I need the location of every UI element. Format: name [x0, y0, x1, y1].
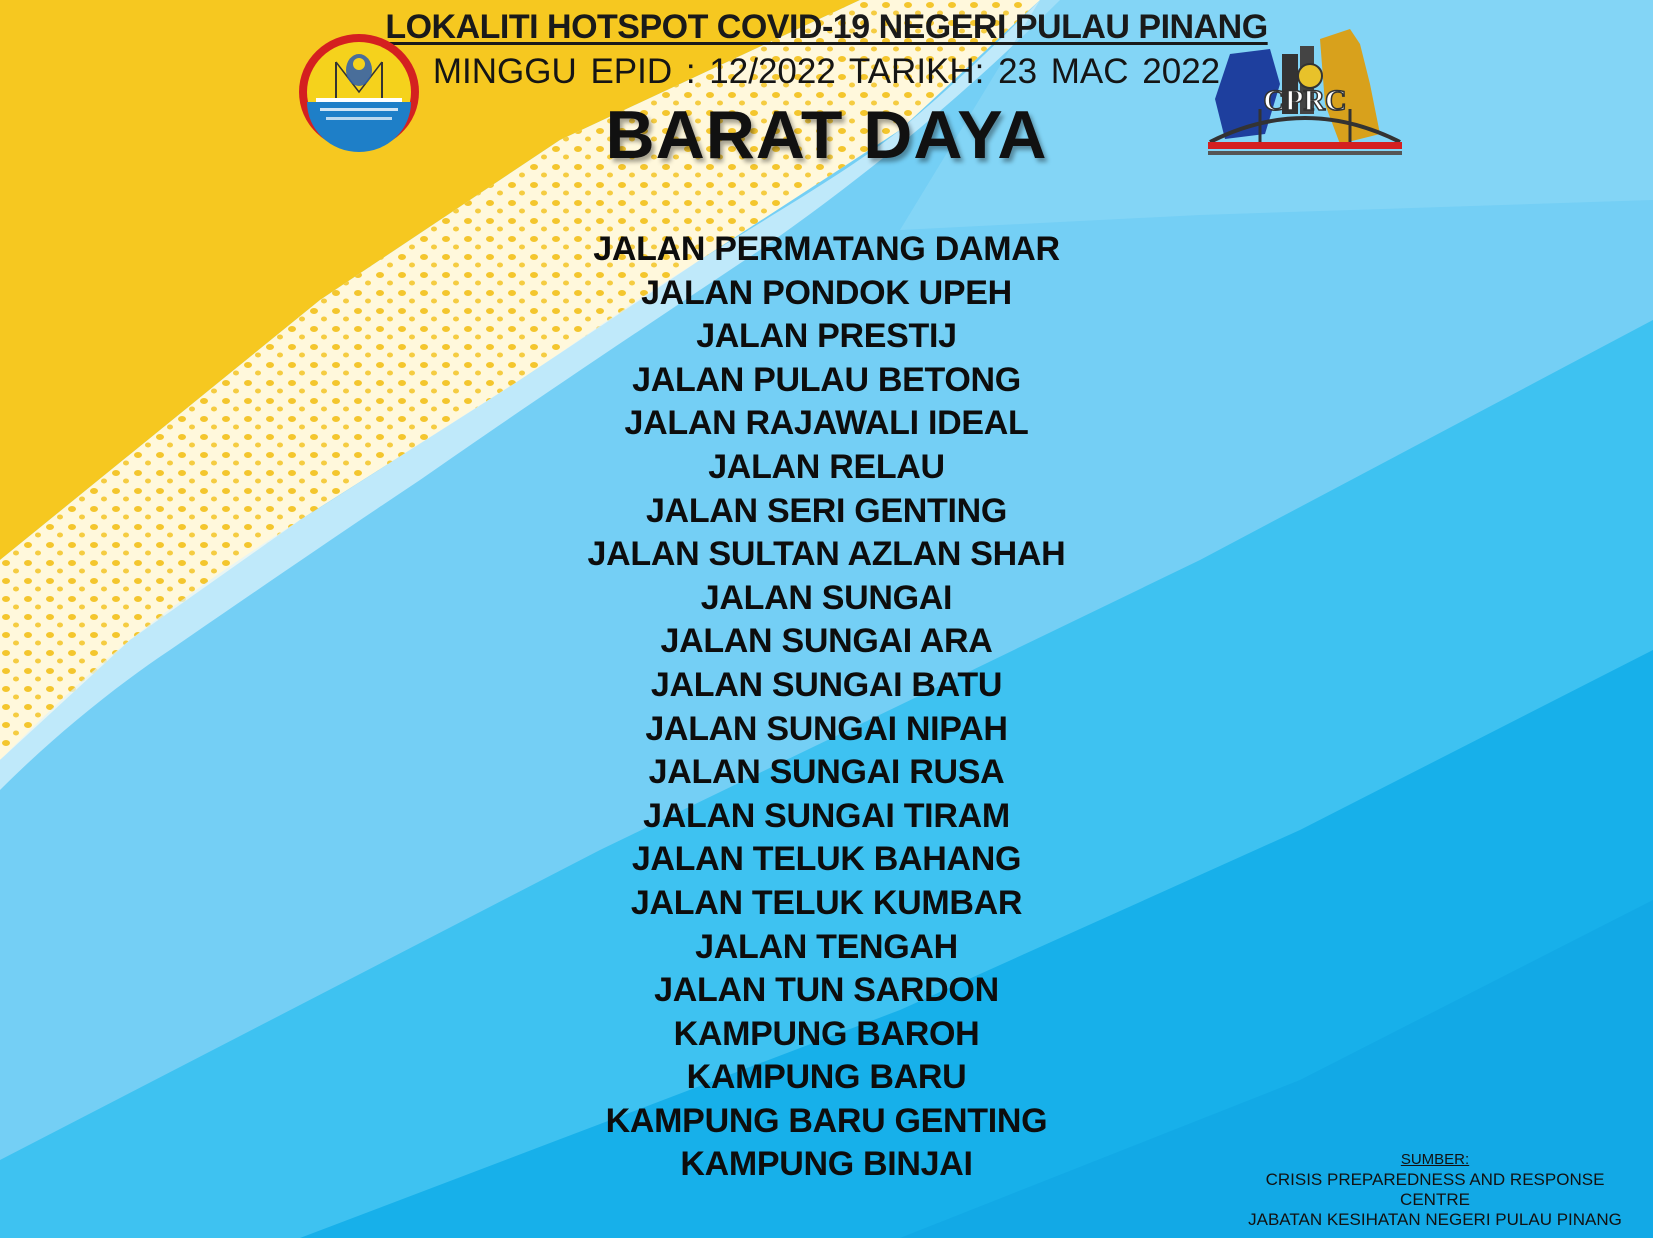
list-item: JALAN PONDOK UPEH [641, 273, 1012, 312]
cprc-logo-text: CPRC [1263, 84, 1347, 117]
list-item: JALAN SUNGAI RUSA [648, 753, 1005, 792]
list-item: KAMPUNG BARU GENTING [605, 1101, 1048, 1140]
list-item: JALAN TELUK KUMBAR [630, 883, 1023, 922]
list-item: JALAN TUN SARDON [654, 971, 999, 1010]
hotspot-locality-list [0, 228, 1653, 1187]
list-item: JALAN SERI GENTING [645, 491, 1008, 530]
list-item: JALAN TELUK BAHANG [631, 840, 1022, 879]
list-item: JALAN PERMATANG DAMAR [593, 230, 1060, 268]
source-note [1225, 1150, 1645, 1230]
list-item: JALAN RELAU [708, 447, 945, 486]
list-item: JALAN SUNGAI TIRAM [643, 796, 1010, 835]
list-item: JALAN PULAU BETONG [632, 360, 1021, 399]
list-item: JALAN SUNGAI BATU [650, 665, 1003, 704]
list-item: KAMPUNG BARU [686, 1058, 967, 1097]
list-item: JALAN RAJAWALI IDEAL [624, 404, 1029, 443]
list-item: JALAN PRESTIJ [696, 317, 957, 356]
region-heading: BARAT DAYA [605, 97, 1048, 173]
penang-health-emblem-icon [296, 32, 422, 152]
list-item: JALAN TENGAH [695, 927, 958, 966]
header [0, 0, 1653, 220]
source-line-1: CRISIS PREPAREDNESS AND RESPONSE [1265, 1170, 1605, 1189]
list-item: JALAN SUNGAI [700, 578, 953, 617]
list-item: JALAN SULTAN AZLAN SHAH [587, 535, 1066, 574]
list-item: KAMPUNG BINJAI [680, 1145, 973, 1184]
source-line-2: CENTRE [1400, 1190, 1470, 1209]
list-item: JALAN SUNGAI NIPAH [645, 709, 1008, 748]
list-item: JALAN SUNGAI ARA [660, 622, 993, 661]
source-label: SUMBER: [1400, 1151, 1470, 1168]
page-title: LOKALITI HOTSPOT COVID-19 NEGERI PULAU PINANG [385, 8, 1268, 46]
source-line-3: JABATAN KESIHATAN NEGERI PULAU PINANG [1248, 1210, 1622, 1229]
cprc-logo-icon [1200, 24, 1410, 159]
list-item: KAMPUNG BAROH [673, 1014, 980, 1053]
epid-week-date: MINGGU EPID : 12/2022 TARIKH: 23 MAC 2022 [432, 52, 1221, 91]
